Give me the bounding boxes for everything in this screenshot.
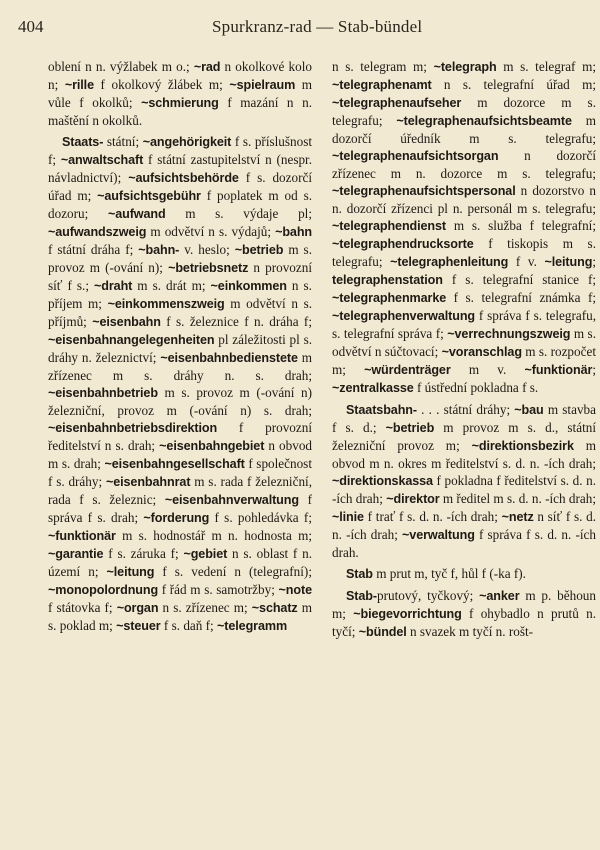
- entry-paragraph: Stab m prut m, tyč f, hůl f (-ka f).: [346, 566, 526, 581]
- entry-paragraph: n s. telegram m; ~telegraph m s. telegraf m; ~telegraphenamt n s. telegrafní úřad m; ~telegraphenaufseher m dozorce m s. telegrafu; ~telegraphenaufsichtsbeamte m dozorčí úředník m s. telegrafu; ~telegraphenaufsichtsorgan n dozorčí zřízenec m n. dozorce m s. telegrafu; ~telegraphenaufsichtspersonal n dozorstvo n n. dozorčí zřízenci pl n. personál m s. telegrafu; ~telegraphendienst m s. služba f telegrafní; ~telegraphendrucksorte f tiskopis m s. telegrafu; ~telegraphenleitung f v. ~leitung; telegraphenstation f s. telegrafní stanice f; ~telegraphenmarke f s. telegrafní známka f; ~telegraphenverwaltung f správa f s. telegrafu, s. telegrafní správa f; ~verrechnungszweig m s. odvětví n súčtovací; ~voranschlag m s. rozpočet m; ~würdenträger m v. ~funktionär; ~zentralkasse f ústřední pokladna f s.: [332, 59, 596, 395]
- page-number: 404: [18, 17, 44, 36]
- running-title: Spurkranz-rad — Stab-bündel: [212, 17, 423, 36]
- page-header: [18, 17, 588, 41]
- entry-paragraph: Staats- státní; ~angehörigkeit f s. příslušnost f; ~anwaltschaft f státní zastupitelství n (nespr. návladnictví); ~aufsichtsbehörde f s. dozorčí úřad m; ~aufsichtsgebühr f poplatek m od s. dozoru; ~aufwand m s. výdaje pl; ~aufwandszweig m odvětví n s. výdajů; ~bahn f státní dráha f; ~bahn- v. heslo; ~betrieb m s. provoz m (-ování n); ~betriebsnetz n provozní síť f s.; ~draht m s. drát m; ~einkommen n s. příjem m; ~einkommenszweig m odvětví n s. příjmů; ~eisenbahn f s. železnice f n. dráha f; ~eisenbahnangelegenheiten pl záležitosti pl s. dráhy n. železnictví; ~eisenbahnbedienstete m zřízenec m s. dráhy n. s. drah; ~eisenbahnbetrieb m s. provoz m (-ování n) železniční, provoz m (-ování n) s. drah; ~eisenbahnbetriebsdirektion f provozní ředitelství n s. drah; ~eisenbahngebiet n obvod m s. drah; ~eisenbahngesellschaft f společnost f s. dráhy; ~eisenbahnrat m s. rada f železniční, rada f s. železnic; ~eisenbahnverwaltung f správa f s. drah; ~forderung f s. pohledávka f; ~funktionär m s. hodnostář m n. hodnosta m; ~garantie f s. záruka f; ~gebiet n s. oblast f n. území n; ~leitung f s. vedení n (telegrafní); ~monopolordnung f řád m s. samotržby; ~note f státovka f; ~organ n s. zřízenec m; ~schatz m s. poklad m; ~steuer f s. daň f; ~telegramm: [48, 134, 312, 633]
- entry-paragraph: Staatsbahn- . . . státní dráhy; ~bau m stavba f s. d.; ~betrieb m provoz m s. d., státní železniční provoz m; ~direktionsbezirk m obvod m n. okres m ředitelství s. d. n. -ích drah; ~direktionskassa f pokladna f ředitelství s. d. n. -ích drah; ~direktor m ředitel m s. d. n. -ích drah; ~linie f trať f s. d. n. -ích drah; ~netz n síť f s. d. n. -ích drah; ~verwaltung f správa f s. d. n. -ích drah.: [332, 402, 596, 560]
- right-column: [332, 58, 596, 848]
- left-column: [48, 58, 312, 848]
- entry-paragraph: oblení n n. výžlabek m o.; ~rad n okolkové kolo n; ~rille f okolkový žlábek m; ~spielraum m vůle f okolků; ~schmierung f mazání n n. maštění n okolků.: [48, 59, 312, 128]
- entry-paragraph: Stab-prutový, tyčkový; ~anker m p. běhoun m; ~biegevorrichtung f ohybadlo n prutů n. tyčí; ~bündel n svazek m tyčí n. rošt-: [332, 588, 596, 639]
